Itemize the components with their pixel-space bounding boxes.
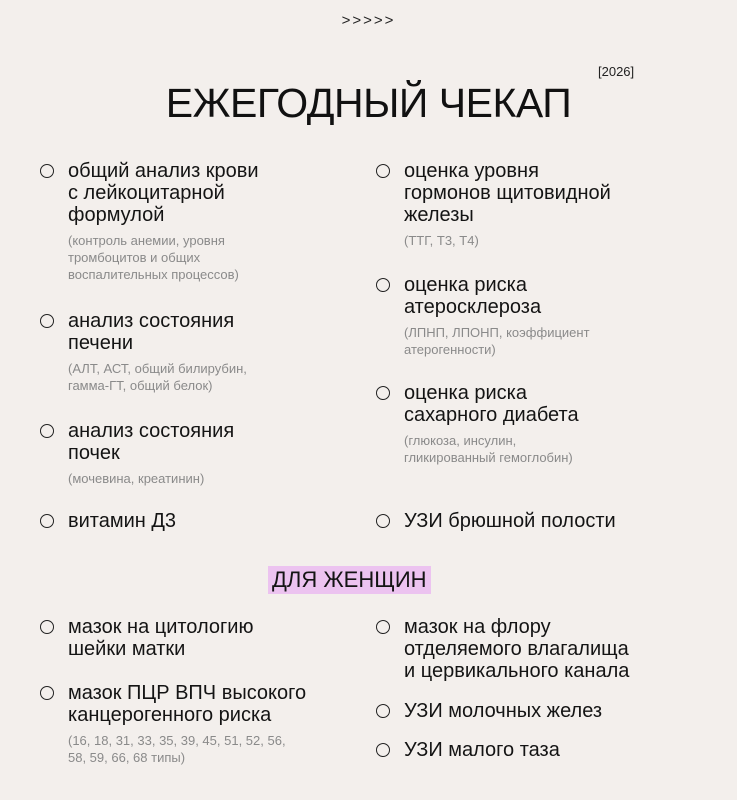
circle-bullet-icon xyxy=(40,620,54,634)
item-note: (АЛТ, АСТ, общий билирубин, гамма-ГТ, общий белок) xyxy=(68,361,247,393)
item-label: мазок на цитологию шейки матки xyxy=(68,616,254,660)
circle-bullet-icon xyxy=(40,686,54,700)
circle-bullet-icon xyxy=(40,424,54,438)
circle-bullet-icon xyxy=(40,164,54,178)
item-label: мазок на флору отделяемого влагалища и цервикального канала xyxy=(404,616,630,682)
arrows-decoration: >>>>> xyxy=(341,12,396,29)
circle-bullet-icon xyxy=(376,704,390,718)
circle-bullet-icon xyxy=(40,314,54,328)
item-note: (мочевина, креатинин) xyxy=(68,471,205,486)
item-note: (глюкоза, инсулин, гликированный гемоглобин) xyxy=(404,433,573,465)
circle-bullet-icon xyxy=(376,278,390,292)
item-label: УЗИ брюшной полости xyxy=(404,510,616,532)
circle-bullet-icon xyxy=(376,164,390,178)
item-label: мазок ПЦР ВПЧ высокого канцерогенного риска xyxy=(68,682,307,726)
item-label: УЗИ малого таза xyxy=(404,739,560,761)
item-note: (контроль анемии, уровня тромбоцитов и общих воспалительных процессов) xyxy=(68,233,239,282)
item-note: (16, 18, 31, 33, 35, 39, 45, 51, 52, 56, 58, 59, 66, 68 типы) xyxy=(68,733,286,765)
year-label: [2026] xyxy=(598,64,635,79)
item-label: оценка риска атеросклероза xyxy=(404,274,542,318)
page-title: ЕЖЕГОДНЫЙ ЧЕКАП xyxy=(165,80,572,126)
item-label: анализ состояния печени xyxy=(68,310,235,354)
item-label: анализ состояния почек xyxy=(68,420,235,464)
item-note: (ЛПНП, ЛПОНП, коэффициент атерогенности) xyxy=(404,325,590,357)
circle-bullet-icon xyxy=(40,514,54,528)
circle-bullet-icon xyxy=(376,743,390,757)
circle-bullet-icon xyxy=(376,386,390,400)
item-label: УЗИ молочных желез xyxy=(404,700,603,722)
item-label: общий анализ крови с лейкоцитарной формулой xyxy=(68,160,259,226)
item-note: (ТТГ, Т3, Т4) xyxy=(404,233,479,248)
circle-bullet-icon xyxy=(376,620,390,634)
item-label: витамин Д3 xyxy=(68,510,177,532)
item-label: оценка уровня гормонов щитовидной железы xyxy=(404,160,611,226)
women-section-title: ДЛЯ ЖЕНЩИН xyxy=(268,566,431,594)
item-label: оценка риска сахарного диабета xyxy=(404,382,579,426)
circle-bullet-icon xyxy=(376,514,390,528)
